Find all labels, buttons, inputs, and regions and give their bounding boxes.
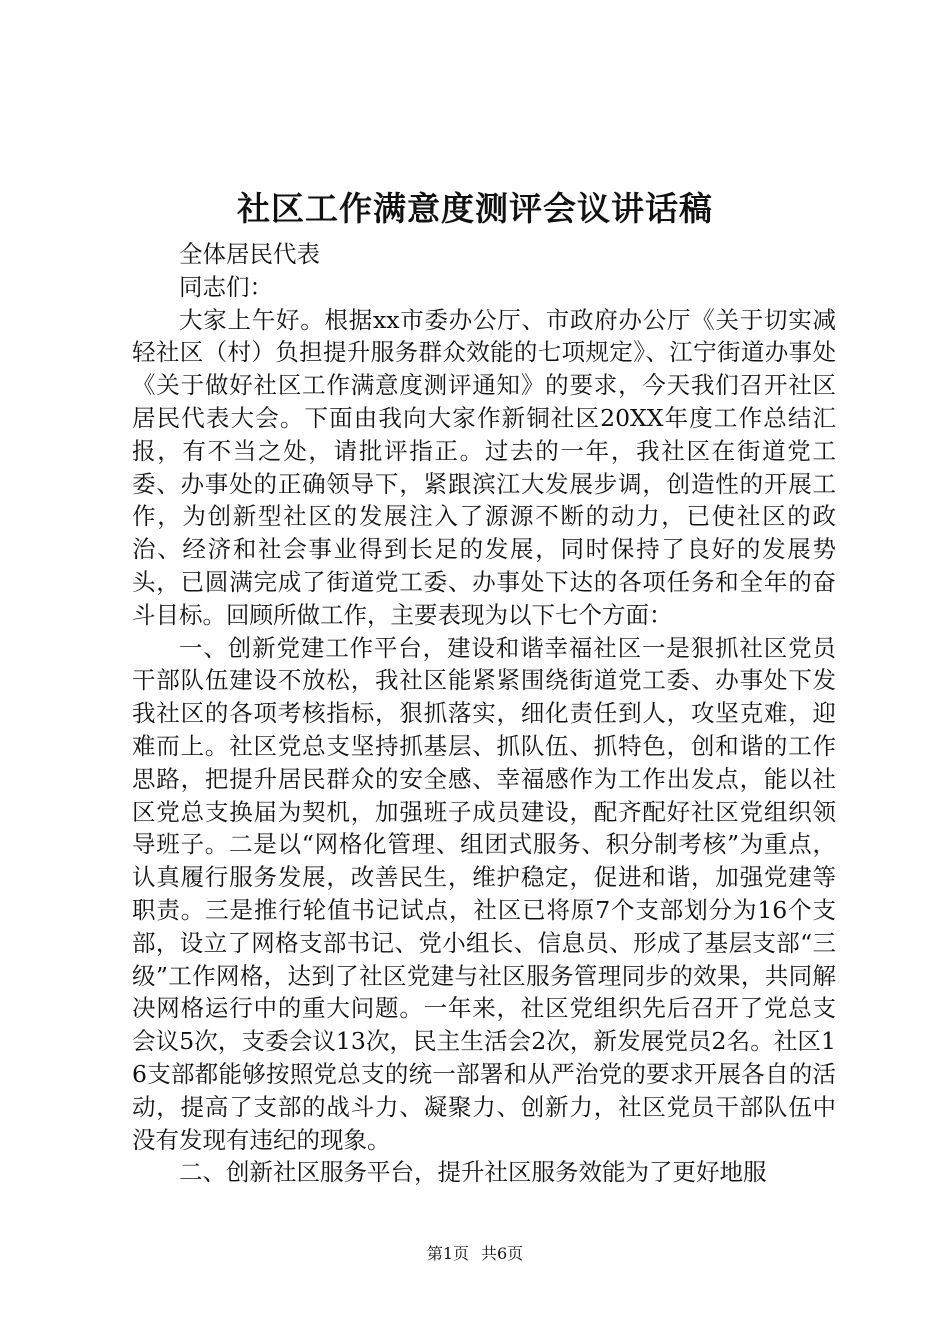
document-title: 社区工作满意度测评会议讲话稿 [237, 189, 713, 228]
page-total: 共6页 [481, 1244, 524, 1263]
page-footer [0, 1243, 950, 1265]
body-paragraph: 二、创新社区服务平台，提升社区服务效能为了更好地服 [179, 1158, 767, 1187]
page-number: 第1页 [426, 1244, 469, 1263]
salutation-line: 全体居民代表 [179, 240, 320, 268]
document-body [132, 238, 836, 1189]
body-paragraph: 大家上午好。根据xx市委办公厅、市政府办公厅《关于切实减轻社区（村）负担提升服务群众效能的七项规定》、江宁街道办事处《关于做好社区工作满意度测评通知》的要求，今天我们召开社区居民代表大会。下面由我向大家作新铜社区20XX年度工作总结汇报，有不当之处，请批评指正。过去的一年，我社区在街道党工委、办事处的正确领导下，紧跟滨江大发展步调，创造性的开展工作，为创新型社区的发展注入了源源不断的动力，已使社区的政治、经济和社会事业得到长足的发展，同时保持了良好的发展势头，已圆满完成了街道党工委、办事处下达的各项任务和全年的奋斗目标。回顾所做工作，主要表现为以下七个方面： [132, 305, 836, 629]
body-paragraph: 一、创新党建工作平台，建设和谐幸福社区一是狠抓社区党员干部队伍建设不放松，我社区能紧紧围绕街道党工委、办事处下发我社区的各项考核指标，狠抓落实，细化责任到人，攻坚克难，迎难而上。社区党总支坚持抓基层、抓队伍、抓特色，创和谐的工作思路，把提升居民群众的安全感、幸福感作为工作出发点，能以社区党总支换届为契机，加强班子成员建设，配齐配好社区党组织领导班子。二是以“网格化管理、组团式服务、积分制考核”为重点，认真履行服务发展，改善民生，维护稳定，促进和谐，加强党建等职责。三是推行轮值书记试点，社区已将原7个支部划分为16个支部，设立了网格支部书记、党小组长、信息员、形成了基层支部“三级”工作网格，达到了社区党建与社区服务管理同步的效果，共同解决网格运行中的重大问题。一年来，社区党组织先后召开了党总支会议5次，支委会议13次，民主生活会2次，新发展党员2名。社区16支部都能够按照党总支的统一部署和从严治党的要求开展各自的活动，提高了支部的战斗力、凝聚力、创新力，社区党员干部队伍中没有发现有违纪的现象。 [132, 633, 836, 1154]
salutation-line: 同志们： [179, 272, 273, 301]
